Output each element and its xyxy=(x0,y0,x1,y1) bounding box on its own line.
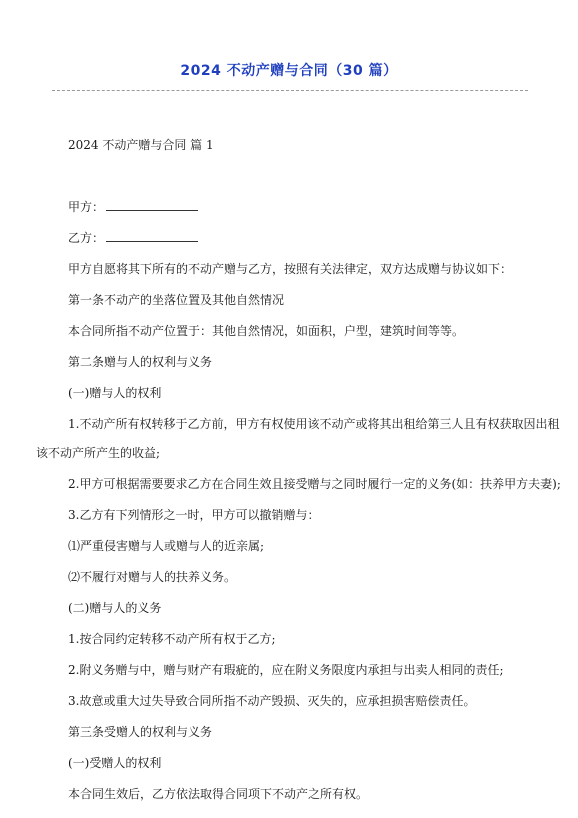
paragraph-donor-rights: (一)赠与人的权利 xyxy=(68,386,162,400)
paragraph-right-3: 3.乙方有下列情形之一时，甲方可以撤销赠与： xyxy=(68,508,320,522)
party-a-line xyxy=(68,199,198,215)
paragraph-donee-rights: (一)受赠人的权利 xyxy=(68,756,162,770)
paragraph-item-1: ⑴严重侵害赠与人或赠与人的近亲属; xyxy=(68,539,265,553)
paragraph-donor-duties: (二)赠与人的义务 xyxy=(68,601,162,615)
paragraph-duty-3: 3.故意或重大过失导致合同所指不动产毁损、灭失的，应承担损害赔偿责任。 xyxy=(68,694,476,708)
paragraph-duty-2: 2.附义务赠与中，赠与财产有瑕疵的，应在附义务限度内承担与出卖人相同的责任; xyxy=(68,663,504,677)
paragraph-article-2: 第二条赠与人的权利与义务 xyxy=(68,355,213,369)
paragraph-item-2: ⑵不履行对赠与人的扶养义务。 xyxy=(68,570,237,584)
paragraph-right-1-cont: 该不动产所产生的收益; xyxy=(36,446,161,460)
paragraph-right-2: 2.甲方可根据需要要求乙方在合同生效且接受赠与之同时履行一定的义务(如：扶养甲方夫妻); xyxy=(68,477,561,491)
document-title: 2024 不动产赠与合同（30 篇） xyxy=(180,63,398,79)
title-divider xyxy=(52,90,528,91)
paragraph-right-1: 1.不动产所有权转移于乙方前，甲方有权使用该不动产或将其出租给第三人且有权获取因出租 xyxy=(68,417,560,431)
party-a-label: 甲方： xyxy=(68,200,105,214)
section-heading: 2024 不动产赠与合同 篇 1 xyxy=(68,138,214,152)
party-a-blank xyxy=(106,200,198,211)
paragraph-intro: 甲方自愿将其下所有的不动产赠与乙方，按照有关法律定，双方达成赠与协议如下： xyxy=(68,262,513,276)
party-b-blank xyxy=(106,231,198,242)
paragraph-article-3: 第三条受赠人的权利与义务 xyxy=(68,725,213,739)
paragraph-location: 本合同所指不动产位置于：其他自然情况，如面积，户型，建筑时间等等。 xyxy=(68,324,465,338)
paragraph-article-1: 第一条不动产的坐落位置及其他自然情况 xyxy=(68,293,285,307)
party-b-label: 乙方： xyxy=(68,231,105,245)
paragraph-duty-1: 1.按合同约定转移不动产所有权于乙方; xyxy=(68,632,276,646)
paragraph-donee-ownership: 本合同生效后，乙方依法取得合同项下不动产之所有权。 xyxy=(68,787,369,801)
party-b-line xyxy=(68,230,198,246)
